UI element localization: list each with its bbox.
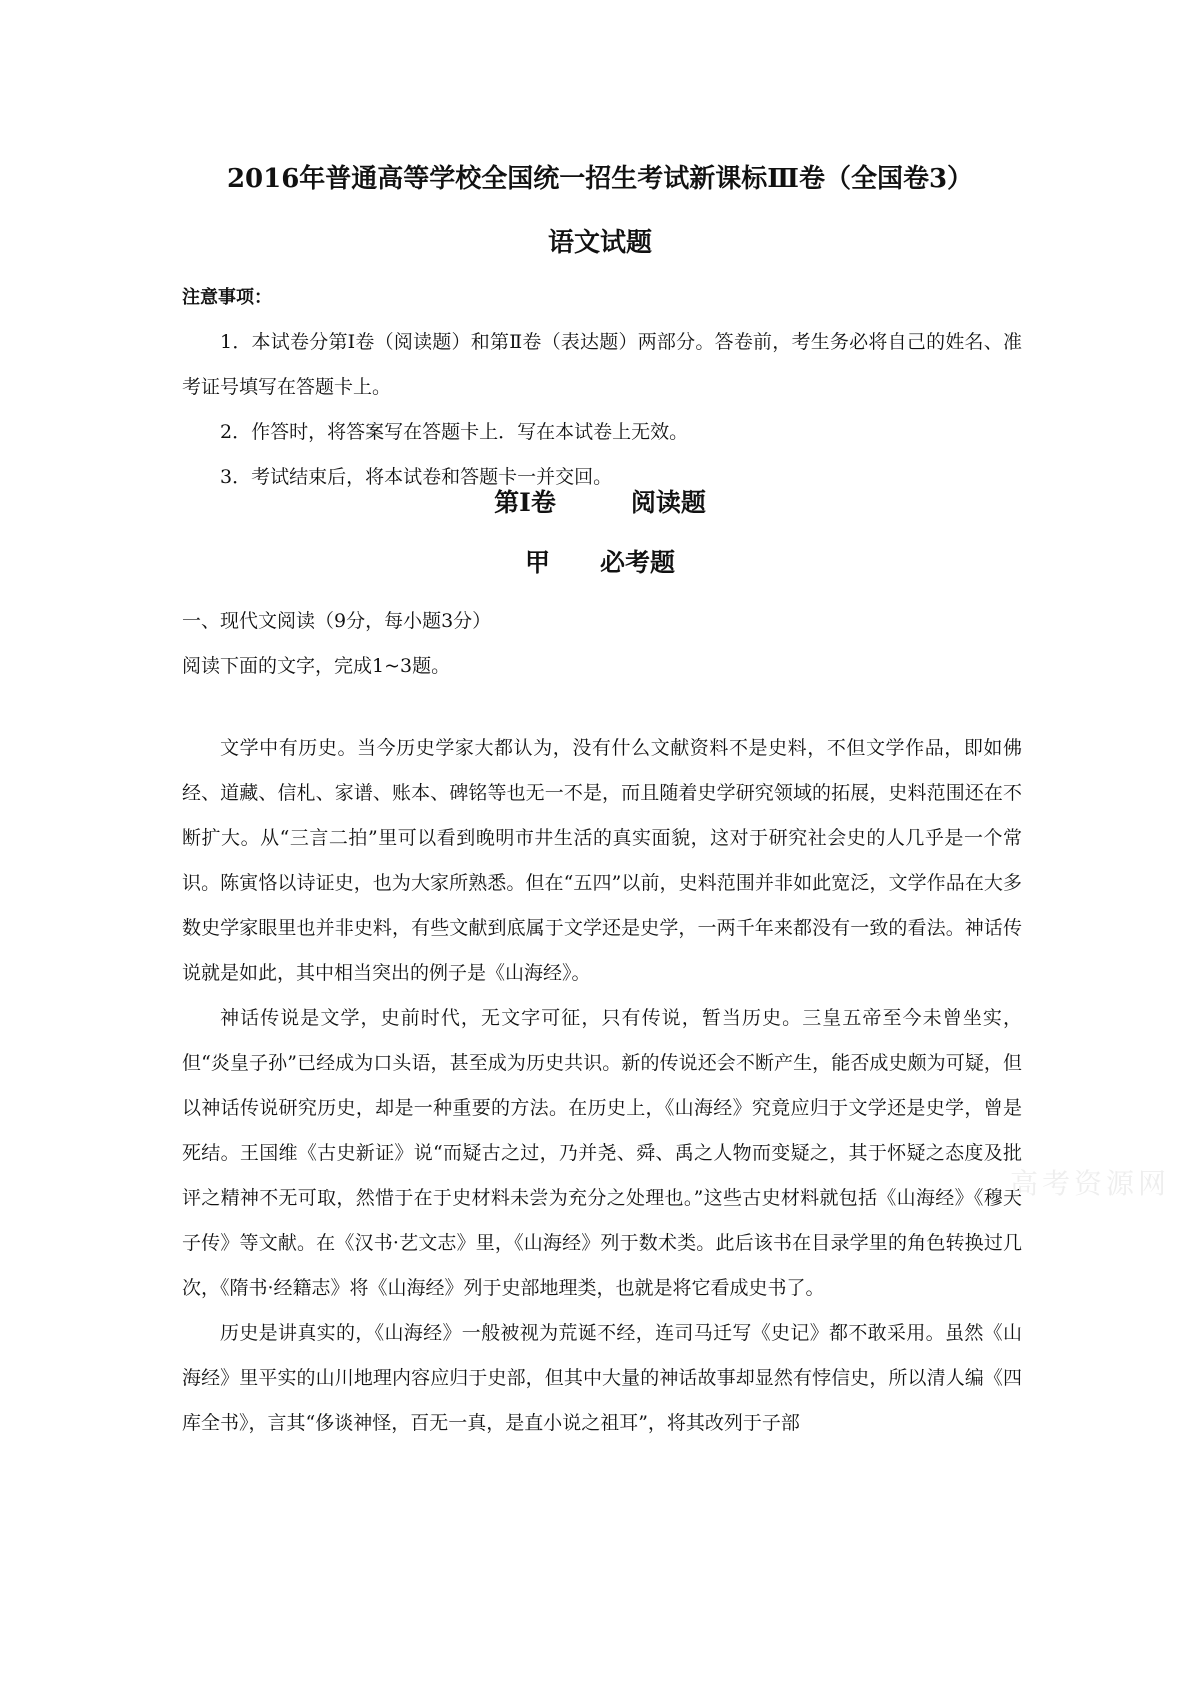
watermark: 高考资源网 (1010, 1167, 1171, 1200)
question-instruction: 阅读下面的文字，完成1~3题。 (182, 655, 451, 677)
notice-item: 2．作答时，将答案写在答题卡上．写在本试卷上无效。 (220, 421, 689, 443)
reading-passage (182, 726, 1022, 1446)
notice-item: 3．考试结束后，将本试卷和答题卡一并交回。 (220, 466, 613, 488)
notice-list (182, 320, 1022, 500)
passage-paragraph: 文学中有历史。当今历史学家大都认为，没有什么文献资料不是史料，不但文学作品，即如佛经、道藏、信札、家谱、账本、碑铭等也无一不是，而且随着史学研究领域的拓展，史料范围还在不断扩大。从“三言二拍”里可以看到晚明市井生活的真实面貌，这对于研究社会史的人几乎是一个常识。陈寅恪以诗证史，也为大家所熟悉。但在“五四”以前，史料范围并非如此宽泛，文学作品在大多数史学家眼里也并非史料，有些文献到底属于文学还是史学，一两千年来都没有一致的看法。神话传说就是如此，其中相当突出的例子是《山海经》。 (182, 737, 1022, 984)
exam-title: 2016年普通高等学校全国统一招生考试新课标Ⅲ卷（全国卷3） (226, 164, 974, 194)
part-title: 甲 必考题 (524, 548, 675, 577)
section-title: 第Ⅰ卷 阅读题 (494, 488, 706, 517)
notice-heading: 注意事项： (182, 287, 272, 308)
passage-paragraph: 历史是讲真实的，《山海经》一般被视为荒诞不经，连司马迁写《史记》都不敢采用。虽然《山海经》里平实的山川地理内容应归于史部，但其中大量的神话故事却显然有悖信史，所以清人编《四库全书》，言其“侈谈神怪，百无一真，是直小说之祖耳”，将其改列于子部 (182, 1322, 1022, 1434)
question-heading: 一、现代文阅读（9分，每小题3分） (182, 610, 492, 632)
exam-subtitle: 语文试题 (547, 228, 652, 258)
passage-paragraph: 神话传说是文学，史前时代，无文字可征，只有传说，暂当历史。三皇五帝至今未曾坐实，但“炎皇子孙”已经成为口头语，甚至成为历史共识。新的传说还会不断产生，能否成史颇为可疑，但以神话传说研究历史，却是一种重要的方法。在历史上，《山海经》究竟应归于文学还是史学，曾是死结。王国维《古史新证》说“而疑古之过，乃并尧、舜、禹之人物而变疑之，其于怀疑之态度及批评之精神不无可取，然惜于在于史材料未尝为充分之处理也。”这些古史材料就包括《山海经》《穆天子传》等文献。在《汉书·艺文志》里，《山海经》列于数术类。此后该书在目录学里的角色转换过几次，《隋书·经籍志》将《山海经》列于史部地理类，也就是将它看成史书了。 (182, 1007, 1022, 1299)
notice-item: 1．本试卷分第Ⅰ卷（阅读题）和第Ⅱ卷（表达题）两部分。答卷前，考生务必将自己的姓名、准考证号填写在答题卡上。 (182, 331, 1022, 398)
